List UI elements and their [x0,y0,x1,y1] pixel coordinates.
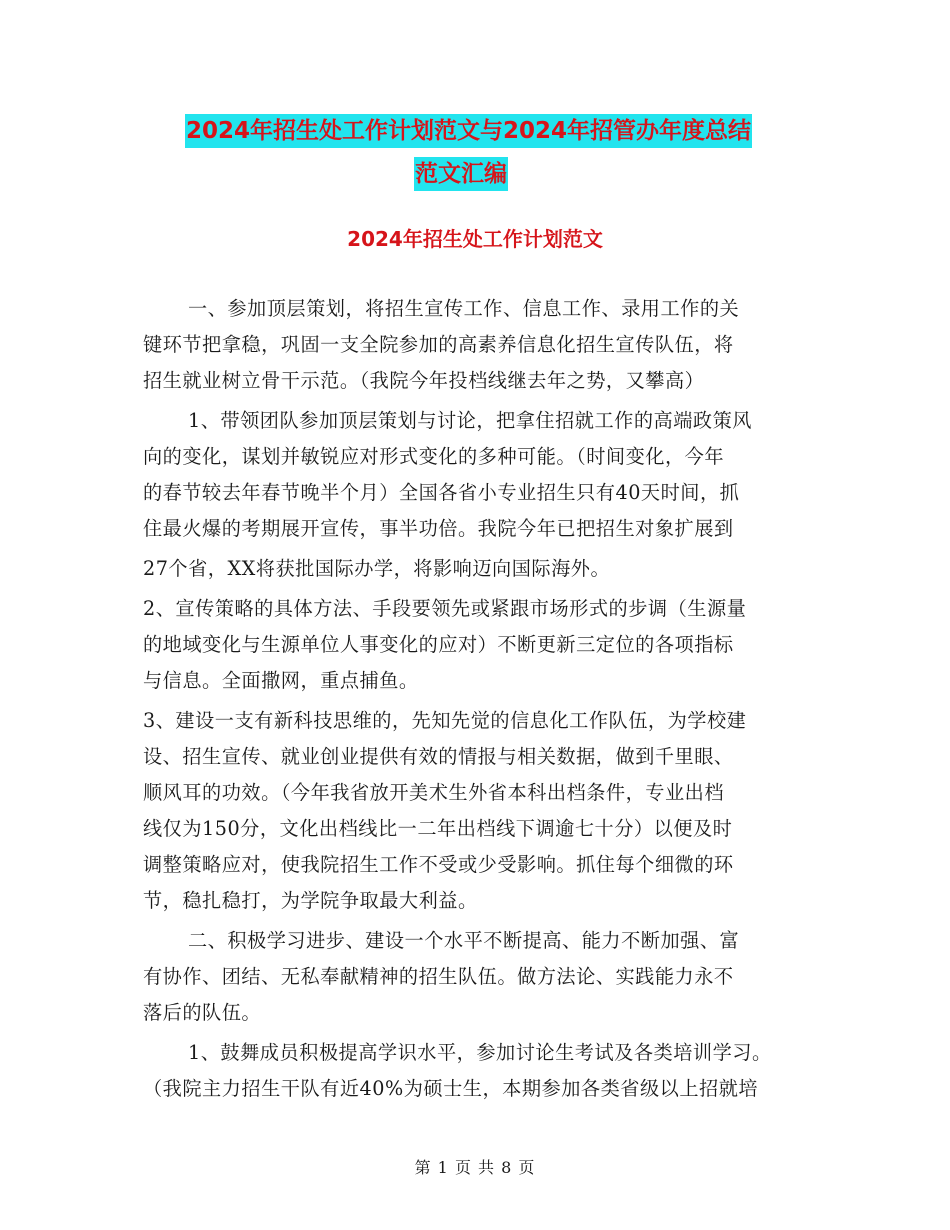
body-line: 的春节较去年春节晚半个月）全国各省小专业招生只有40天时间，抓 [143,481,740,504]
body-line: 3、建设一支有新科技思维的，先知先觉的信息化工作队伍，为学校建 [143,709,747,732]
body-line: 27个省，XX将获批国际办学，将影响迈向国际海外。 [143,557,611,580]
body-line: 键环节把拿稳，巩固一支全院参加的高素养信息化招生宣传队伍，将 [143,333,734,356]
body-line: 1、鼓舞成员积极提高学识水平，参加讨论生考试及各类培训学习。 [188,1041,772,1064]
body-line: 住最火爆的考期展开宣传，事半功倍。我院今年已把招生对象扩展到 [143,517,734,540]
body-line: 1、带领团队参加顶层策划与讨论，把拿住招就工作的高端政策风 [188,409,752,432]
body-line: 的地域变化与生源单位人事变化的应对）不断更新三定位的各项指标 [143,633,734,656]
body-line: 2、宣传策略的具体方法、手段要领先或紧跟市场形式的步调（生源量 [143,597,747,620]
body-line: 调整策略应对，使我院招生工作不受或少受影响。抓住每个细微的环 [143,853,734,876]
body-line: 二、积极学习进步、建设一个水平不断提高、能力不断加强、富 [188,929,740,952]
body-line: 线仅为150分，文化出档线比一二年出档线下调逾七十分）以便及时 [143,817,733,840]
body-line: 与信息。全面撒网，重点捕鱼。 [143,669,419,692]
body-line: 设、招生宣传、就业创业提供有效的情报与相关数据，做到千里眼、 [143,745,734,768]
body-line: （我院主力招生干队有近40%为硕士生，本期参加各类省级以上招就培 [143,1077,759,1100]
section-title: 2024年招生处工作计划范文 [347,227,603,251]
body-line: 顺风耳的功效。（今年我省放开美术生外省本科出档条件，专业出档 [143,781,725,804]
body-line: 有协作、团结、无私奉献精神的招生队伍。做方法论、实践能力永不 [143,965,734,988]
page-footer: 第 1 页 共 8 页 [414,1158,536,1177]
body-line: 一、参加顶层策划，将招生宣传工作、信息工作、录用工作的关 [188,297,740,320]
body-line: 落后的队伍。 [143,1001,262,1024]
body-line: 向的变化，谋划并敏锐应对形式变化的多种可能。（时间变化，今年 [143,445,725,468]
document-title-line-2: 范文汇编 [414,157,508,191]
body-line: 节，稳扎稳打，为学院争取最大利益。 [143,889,478,912]
document-title-line-1: 2024年招生处工作计划范文与2024年招管办年度总结 [185,114,752,148]
body-line: 招生就业树立骨干示范。（我院今年投档线继去年之势，又攀高） [143,369,705,392]
